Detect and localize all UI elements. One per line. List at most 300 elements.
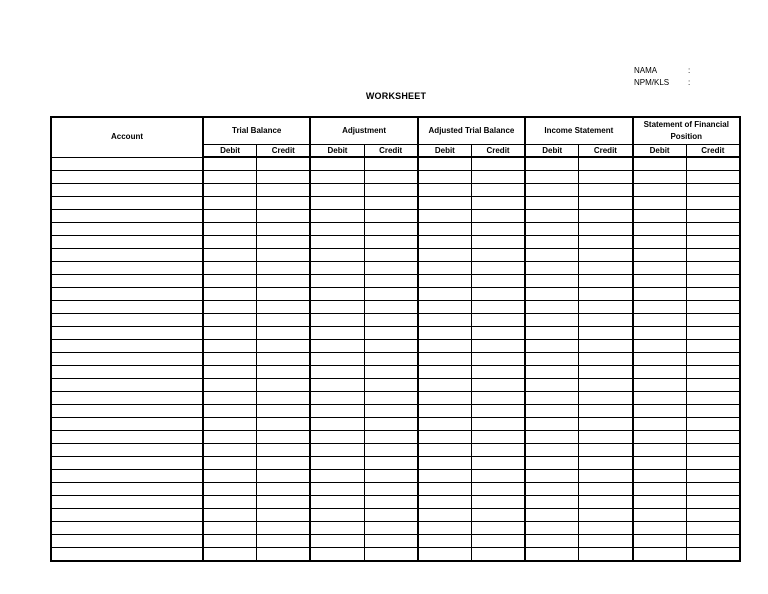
debit-cell[interactable]: [203, 314, 257, 327]
credit-cell[interactable]: [579, 184, 633, 197]
debit-cell[interactable]: [310, 379, 364, 392]
credit-cell[interactable]: [257, 509, 311, 522]
debit-cell[interactable]: [418, 522, 472, 535]
credit-cell[interactable]: [257, 535, 311, 548]
credit-cell[interactable]: [579, 301, 633, 314]
debit-cell[interactable]: [418, 197, 472, 210]
credit-cell[interactable]: [257, 275, 311, 288]
debit-cell[interactable]: [418, 262, 472, 275]
credit-cell[interactable]: [579, 548, 633, 562]
credit-cell[interactable]: [257, 197, 311, 210]
credit-cell[interactable]: [364, 236, 418, 249]
credit-cell[interactable]: [686, 405, 740, 418]
credit-cell[interactable]: [579, 470, 633, 483]
debit-cell[interactable]: [525, 483, 579, 496]
debit-cell[interactable]: [203, 236, 257, 249]
credit-cell[interactable]: [257, 483, 311, 496]
debit-cell[interactable]: [525, 470, 579, 483]
credit-cell[interactable]: [471, 314, 525, 327]
debit-cell[interactable]: [418, 470, 472, 483]
account-cell[interactable]: [51, 457, 203, 470]
credit-cell[interactable]: [364, 509, 418, 522]
debit-cell[interactable]: [633, 444, 687, 457]
credit-cell[interactable]: [364, 197, 418, 210]
credit-cell[interactable]: [364, 379, 418, 392]
debit-cell[interactable]: [310, 223, 364, 236]
debit-cell[interactable]: [525, 496, 579, 509]
credit-cell[interactable]: [471, 327, 525, 340]
debit-cell[interactable]: [525, 431, 579, 444]
debit-cell[interactable]: [310, 210, 364, 223]
credit-cell[interactable]: [471, 223, 525, 236]
credit-cell[interactable]: [364, 327, 418, 340]
credit-cell[interactable]: [364, 288, 418, 301]
debit-cell[interactable]: [418, 366, 472, 379]
debit-cell[interactable]: [633, 210, 687, 223]
debit-cell[interactable]: [310, 197, 364, 210]
account-cell[interactable]: [51, 509, 203, 522]
credit-cell[interactable]: [471, 535, 525, 548]
account-cell[interactable]: [51, 288, 203, 301]
account-cell[interactable]: [51, 483, 203, 496]
account-cell[interactable]: [51, 314, 203, 327]
account-cell[interactable]: [51, 236, 203, 249]
credit-cell[interactable]: [471, 483, 525, 496]
credit-cell[interactable]: [471, 275, 525, 288]
debit-cell[interactable]: [525, 171, 579, 184]
debit-cell[interactable]: [310, 457, 364, 470]
debit-cell[interactable]: [525, 197, 579, 210]
account-cell[interactable]: [51, 327, 203, 340]
debit-cell[interactable]: [203, 379, 257, 392]
credit-cell[interactable]: [364, 314, 418, 327]
account-cell[interactable]: [51, 275, 203, 288]
debit-cell[interactable]: [525, 405, 579, 418]
credit-cell[interactable]: [257, 301, 311, 314]
debit-cell[interactable]: [525, 457, 579, 470]
debit-cell[interactable]: [633, 288, 687, 301]
credit-cell[interactable]: [579, 210, 633, 223]
credit-cell[interactable]: [364, 353, 418, 366]
debit-cell[interactable]: [525, 327, 579, 340]
credit-cell[interactable]: [579, 418, 633, 431]
credit-cell[interactable]: [471, 171, 525, 184]
debit-cell[interactable]: [633, 548, 687, 562]
debit-cell[interactable]: [203, 483, 257, 496]
credit-cell[interactable]: [579, 327, 633, 340]
credit-cell[interactable]: [579, 340, 633, 353]
credit-cell[interactable]: [364, 405, 418, 418]
debit-cell[interactable]: [310, 314, 364, 327]
credit-cell[interactable]: [364, 171, 418, 184]
credit-cell[interactable]: [579, 431, 633, 444]
debit-cell[interactable]: [418, 392, 472, 405]
debit-cell[interactable]: [525, 548, 579, 562]
credit-cell[interactable]: [686, 288, 740, 301]
debit-cell[interactable]: [633, 249, 687, 262]
credit-cell[interactable]: [579, 197, 633, 210]
credit-cell[interactable]: [686, 431, 740, 444]
credit-cell[interactable]: [686, 210, 740, 223]
credit-cell[interactable]: [686, 249, 740, 262]
debit-cell[interactable]: [633, 314, 687, 327]
debit-cell[interactable]: [633, 157, 687, 171]
credit-cell[interactable]: [686, 223, 740, 236]
debit-cell[interactable]: [418, 157, 472, 171]
credit-cell[interactable]: [364, 157, 418, 171]
credit-cell[interactable]: [471, 522, 525, 535]
credit-cell[interactable]: [364, 275, 418, 288]
account-cell[interactable]: [51, 184, 203, 197]
debit-cell[interactable]: [633, 262, 687, 275]
credit-cell[interactable]: [686, 483, 740, 496]
debit-cell[interactable]: [310, 366, 364, 379]
debit-cell[interactable]: [310, 405, 364, 418]
credit-cell[interactable]: [579, 496, 633, 509]
debit-cell[interactable]: [203, 301, 257, 314]
debit-cell[interactable]: [418, 535, 472, 548]
debit-cell[interactable]: [633, 457, 687, 470]
debit-cell[interactable]: [310, 470, 364, 483]
credit-cell[interactable]: [686, 470, 740, 483]
credit-cell[interactable]: [471, 470, 525, 483]
debit-cell[interactable]: [310, 249, 364, 262]
credit-cell[interactable]: [257, 262, 311, 275]
debit-cell[interactable]: [633, 392, 687, 405]
credit-cell[interactable]: [471, 379, 525, 392]
credit-cell[interactable]: [364, 535, 418, 548]
debit-cell[interactable]: [418, 353, 472, 366]
account-cell[interactable]: [51, 392, 203, 405]
debit-cell[interactable]: [633, 509, 687, 522]
debit-cell[interactable]: [203, 470, 257, 483]
debit-cell[interactable]: [418, 431, 472, 444]
debit-cell[interactable]: [525, 288, 579, 301]
debit-cell[interactable]: [525, 340, 579, 353]
credit-cell[interactable]: [579, 314, 633, 327]
credit-cell[interactable]: [257, 236, 311, 249]
debit-cell[interactable]: [525, 392, 579, 405]
debit-cell[interactable]: [525, 184, 579, 197]
debit-cell[interactable]: [310, 157, 364, 171]
account-cell[interactable]: [51, 418, 203, 431]
credit-cell[interactable]: [686, 392, 740, 405]
debit-cell[interactable]: [418, 288, 472, 301]
credit-cell[interactable]: [257, 470, 311, 483]
credit-cell[interactable]: [257, 327, 311, 340]
debit-cell[interactable]: [633, 431, 687, 444]
credit-cell[interactable]: [364, 548, 418, 562]
debit-cell[interactable]: [203, 223, 257, 236]
debit-cell[interactable]: [418, 444, 472, 457]
account-cell[interactable]: [51, 522, 203, 535]
debit-cell[interactable]: [633, 353, 687, 366]
credit-cell[interactable]: [471, 444, 525, 457]
debit-cell[interactable]: [203, 184, 257, 197]
account-cell[interactable]: [51, 379, 203, 392]
account-cell[interactable]: [51, 496, 203, 509]
credit-cell[interactable]: [257, 210, 311, 223]
credit-cell[interactable]: [364, 522, 418, 535]
credit-cell[interactable]: [257, 366, 311, 379]
account-cell[interactable]: [51, 431, 203, 444]
credit-cell[interactable]: [686, 353, 740, 366]
credit-cell[interactable]: [686, 301, 740, 314]
account-cell[interactable]: [51, 249, 203, 262]
debit-cell[interactable]: [525, 418, 579, 431]
debit-cell[interactable]: [203, 405, 257, 418]
debit-cell[interactable]: [203, 275, 257, 288]
credit-cell[interactable]: [364, 457, 418, 470]
credit-cell[interactable]: [471, 157, 525, 171]
credit-cell[interactable]: [471, 236, 525, 249]
credit-cell[interactable]: [686, 444, 740, 457]
debit-cell[interactable]: [633, 496, 687, 509]
debit-cell[interactable]: [418, 340, 472, 353]
account-cell[interactable]: [51, 197, 203, 210]
debit-cell[interactable]: [310, 301, 364, 314]
debit-cell[interactable]: [525, 353, 579, 366]
credit-cell[interactable]: [364, 210, 418, 223]
debit-cell[interactable]: [633, 327, 687, 340]
account-cell[interactable]: [51, 210, 203, 223]
debit-cell[interactable]: [418, 210, 472, 223]
credit-cell[interactable]: [364, 262, 418, 275]
credit-cell[interactable]: [579, 275, 633, 288]
credit-cell[interactable]: [257, 157, 311, 171]
credit-cell[interactable]: [686, 522, 740, 535]
credit-cell[interactable]: [579, 288, 633, 301]
credit-cell[interactable]: [686, 327, 740, 340]
credit-cell[interactable]: [579, 171, 633, 184]
debit-cell[interactable]: [203, 327, 257, 340]
debit-cell[interactable]: [633, 483, 687, 496]
debit-cell[interactable]: [203, 366, 257, 379]
debit-cell[interactable]: [418, 379, 472, 392]
debit-cell[interactable]: [203, 288, 257, 301]
credit-cell[interactable]: [364, 496, 418, 509]
debit-cell[interactable]: [525, 314, 579, 327]
credit-cell[interactable]: [364, 249, 418, 262]
debit-cell[interactable]: [203, 340, 257, 353]
debit-cell[interactable]: [203, 548, 257, 562]
credit-cell[interactable]: [257, 184, 311, 197]
debit-cell[interactable]: [525, 509, 579, 522]
debit-cell[interactable]: [418, 405, 472, 418]
debit-cell[interactable]: [525, 262, 579, 275]
credit-cell[interactable]: [471, 457, 525, 470]
credit-cell[interactable]: [471, 392, 525, 405]
credit-cell[interactable]: [257, 522, 311, 535]
debit-cell[interactable]: [310, 353, 364, 366]
debit-cell[interactable]: [203, 392, 257, 405]
credit-cell[interactable]: [471, 249, 525, 262]
credit-cell[interactable]: [471, 418, 525, 431]
debit-cell[interactable]: [203, 210, 257, 223]
credit-cell[interactable]: [257, 548, 311, 562]
debit-cell[interactable]: [525, 157, 579, 171]
debit-cell[interactable]: [418, 314, 472, 327]
debit-cell[interactable]: [310, 548, 364, 562]
debit-cell[interactable]: [525, 236, 579, 249]
credit-cell[interactable]: [686, 236, 740, 249]
credit-cell[interactable]: [686, 275, 740, 288]
credit-cell[interactable]: [579, 262, 633, 275]
credit-cell[interactable]: [579, 535, 633, 548]
debit-cell[interactable]: [525, 535, 579, 548]
debit-cell[interactable]: [310, 288, 364, 301]
credit-cell[interactable]: [257, 171, 311, 184]
credit-cell[interactable]: [471, 548, 525, 562]
credit-cell[interactable]: [686, 457, 740, 470]
debit-cell[interactable]: [418, 548, 472, 562]
debit-cell[interactable]: [310, 171, 364, 184]
debit-cell[interactable]: [418, 483, 472, 496]
credit-cell[interactable]: [257, 340, 311, 353]
debit-cell[interactable]: [310, 236, 364, 249]
credit-cell[interactable]: [579, 236, 633, 249]
credit-cell[interactable]: [471, 210, 525, 223]
credit-cell[interactable]: [686, 509, 740, 522]
debit-cell[interactable]: [418, 457, 472, 470]
debit-cell[interactable]: [203, 522, 257, 535]
credit-cell[interactable]: [471, 301, 525, 314]
debit-cell[interactable]: [310, 535, 364, 548]
debit-cell[interactable]: [633, 275, 687, 288]
credit-cell[interactable]: [471, 340, 525, 353]
account-cell[interactable]: [51, 353, 203, 366]
credit-cell[interactable]: [686, 184, 740, 197]
debit-cell[interactable]: [525, 444, 579, 457]
credit-cell[interactable]: [471, 353, 525, 366]
debit-cell[interactable]: [310, 275, 364, 288]
debit-cell[interactable]: [633, 405, 687, 418]
debit-cell[interactable]: [633, 223, 687, 236]
credit-cell[interactable]: [364, 431, 418, 444]
credit-cell[interactable]: [579, 249, 633, 262]
debit-cell[interactable]: [418, 249, 472, 262]
credit-cell[interactable]: [579, 483, 633, 496]
credit-cell[interactable]: [579, 457, 633, 470]
credit-cell[interactable]: [364, 418, 418, 431]
credit-cell[interactable]: [579, 509, 633, 522]
debit-cell[interactable]: [633, 197, 687, 210]
credit-cell[interactable]: [257, 314, 311, 327]
debit-cell[interactable]: [418, 184, 472, 197]
credit-cell[interactable]: [579, 157, 633, 171]
debit-cell[interactable]: [203, 249, 257, 262]
credit-cell[interactable]: [257, 418, 311, 431]
credit-cell[interactable]: [364, 184, 418, 197]
credit-cell[interactable]: [364, 366, 418, 379]
debit-cell[interactable]: [418, 236, 472, 249]
credit-cell[interactable]: [686, 548, 740, 562]
credit-cell[interactable]: [257, 392, 311, 405]
debit-cell[interactable]: [525, 379, 579, 392]
credit-cell[interactable]: [364, 470, 418, 483]
debit-cell[interactable]: [418, 496, 472, 509]
credit-cell[interactable]: [364, 392, 418, 405]
debit-cell[interactable]: [633, 535, 687, 548]
credit-cell[interactable]: [471, 366, 525, 379]
debit-cell[interactable]: [633, 418, 687, 431]
debit-cell[interactable]: [203, 418, 257, 431]
credit-cell[interactable]: [257, 431, 311, 444]
debit-cell[interactable]: [310, 431, 364, 444]
debit-cell[interactable]: [525, 210, 579, 223]
credit-cell[interactable]: [364, 301, 418, 314]
account-cell[interactable]: [51, 366, 203, 379]
account-cell[interactable]: [51, 548, 203, 562]
credit-cell[interactable]: [364, 483, 418, 496]
credit-cell[interactable]: [686, 262, 740, 275]
credit-cell[interactable]: [471, 288, 525, 301]
debit-cell[interactable]: [418, 418, 472, 431]
credit-cell[interactable]: [257, 379, 311, 392]
debit-cell[interactable]: [203, 157, 257, 171]
debit-cell[interactable]: [203, 535, 257, 548]
debit-cell[interactable]: [418, 301, 472, 314]
debit-cell[interactable]: [203, 444, 257, 457]
account-cell[interactable]: [51, 444, 203, 457]
debit-cell[interactable]: [418, 327, 472, 340]
credit-cell[interactable]: [364, 340, 418, 353]
debit-cell[interactable]: [310, 340, 364, 353]
debit-cell[interactable]: [633, 184, 687, 197]
debit-cell[interactable]: [203, 431, 257, 444]
debit-cell[interactable]: [418, 275, 472, 288]
credit-cell[interactable]: [471, 509, 525, 522]
debit-cell[interactable]: [310, 327, 364, 340]
debit-cell[interactable]: [525, 223, 579, 236]
credit-cell[interactable]: [471, 431, 525, 444]
debit-cell[interactable]: [418, 223, 472, 236]
debit-cell[interactable]: [633, 236, 687, 249]
credit-cell[interactable]: [686, 197, 740, 210]
credit-cell[interactable]: [257, 249, 311, 262]
debit-cell[interactable]: [525, 522, 579, 535]
credit-cell[interactable]: [579, 353, 633, 366]
credit-cell[interactable]: [686, 340, 740, 353]
debit-cell[interactable]: [203, 197, 257, 210]
credit-cell[interactable]: [686, 314, 740, 327]
debit-cell[interactable]: [418, 171, 472, 184]
account-cell[interactable]: [51, 301, 203, 314]
credit-cell[interactable]: [579, 379, 633, 392]
account-cell[interactable]: [51, 470, 203, 483]
credit-cell[interactable]: [686, 171, 740, 184]
credit-cell[interactable]: [257, 496, 311, 509]
credit-cell[interactable]: [579, 444, 633, 457]
credit-cell[interactable]: [579, 392, 633, 405]
credit-cell[interactable]: [579, 522, 633, 535]
credit-cell[interactable]: [257, 223, 311, 236]
credit-cell[interactable]: [257, 405, 311, 418]
account-cell[interactable]: [51, 262, 203, 275]
credit-cell[interactable]: [257, 444, 311, 457]
account-cell[interactable]: [51, 405, 203, 418]
credit-cell[interactable]: [579, 366, 633, 379]
credit-cell[interactable]: [686, 496, 740, 509]
debit-cell[interactable]: [310, 483, 364, 496]
debit-cell[interactable]: [525, 275, 579, 288]
credit-cell[interactable]: [471, 262, 525, 275]
debit-cell[interactable]: [525, 249, 579, 262]
credit-cell[interactable]: [686, 379, 740, 392]
credit-cell[interactable]: [364, 223, 418, 236]
account-cell[interactable]: [51, 223, 203, 236]
credit-cell[interactable]: [471, 496, 525, 509]
